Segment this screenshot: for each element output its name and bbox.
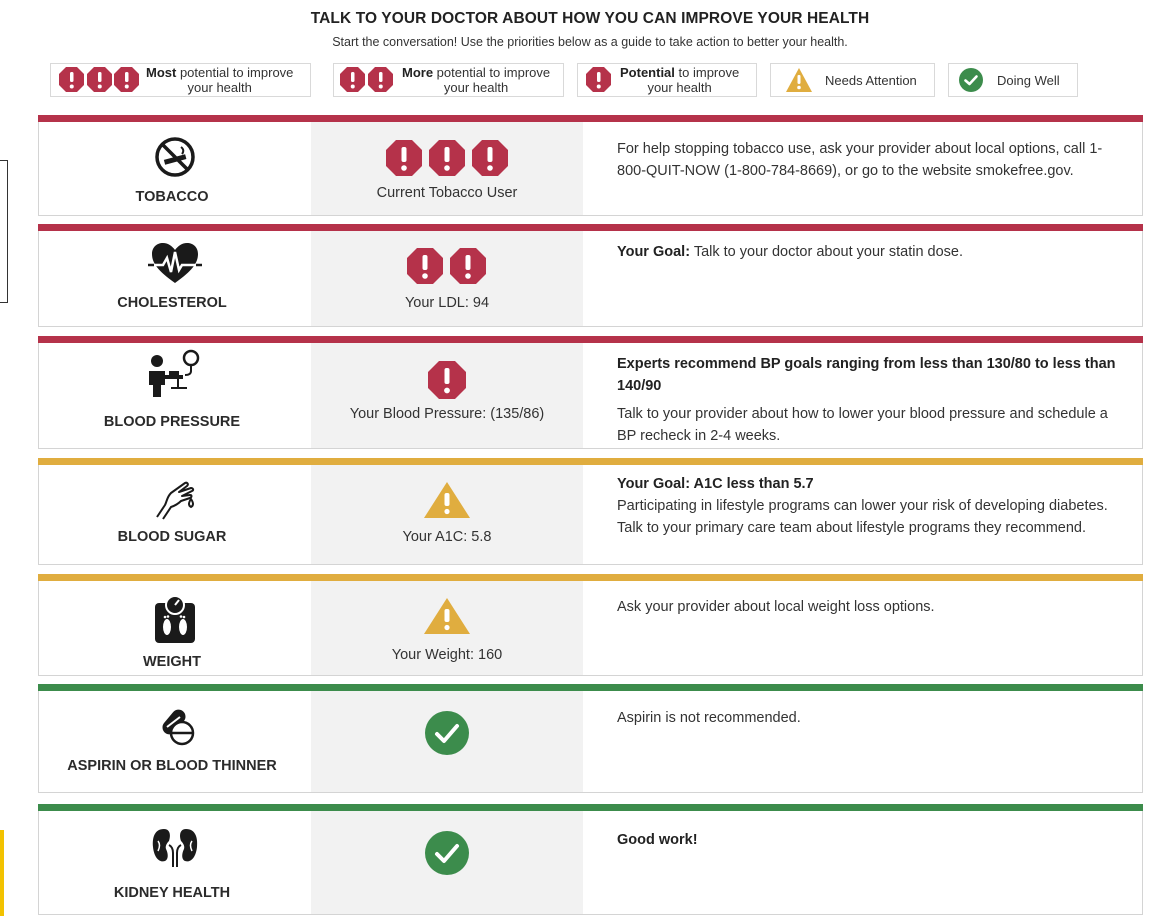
status-value: Your Weight: 160 <box>391 647 503 663</box>
pills-icon <box>39 705 311 752</box>
row-message: Talk to your provider about how to lower your blood pressure and schedule a BP recheck in 2-4 weeks. <box>617 406 1108 444</box>
legend-doing-well <box>948 63 1078 97</box>
category-label: BLOOD PRESSURE <box>103 414 241 430</box>
warning-triangle-icon <box>785 67 813 93</box>
row-priority-bar <box>38 684 1143 691</box>
row-message: Participating in lifestyle programs can lower your risk of developing diabetes. Talk to your primary care team about lifestyle programs they recommend. <box>617 498 1108 536</box>
row-kidney-health <box>38 811 1143 915</box>
alert-octagon-icon <box>58 66 140 94</box>
row-aspirin <box>38 691 1143 793</box>
alert-octagon-icon <box>311 247 583 290</box>
status-value: Current Tobacco User <box>376 185 518 201</box>
legend-most-line2: your health <box>187 80 252 95</box>
checkmark-circle-icon <box>311 831 583 880</box>
checkmark-circle-icon <box>959 68 983 92</box>
row-priority-bar <box>38 458 1143 465</box>
kidneys-icon <box>39 827 311 872</box>
row-blood-pressure <box>38 343 1143 449</box>
row-priority-bar <box>38 115 1143 122</box>
row-cholesterol <box>38 231 1143 327</box>
legend-more-rest: potential to improve <box>433 65 551 80</box>
scale-icon <box>39 595 311 648</box>
blood-pressure-icon <box>39 349 311 402</box>
page-title: TALK TO YOUR DOCTOR ABOUT HOW YOU CAN IMPROVE YOUR HEALTH <box>310 10 870 27</box>
row-message-bold: Your Goal: A1C less than 5.7 <box>617 476 814 492</box>
category-label: WEIGHT <box>143 654 201 670</box>
alert-octagon-icon <box>311 360 583 405</box>
warning-triangle-icon <box>311 597 583 640</box>
page-edge-highlight <box>0 830 4 916</box>
row-message-bold: Good work! <box>617 832 698 848</box>
checkmark-circle-icon <box>311 711 583 760</box>
row-priority-bar <box>38 224 1143 231</box>
legend-potential-strong: Potential <box>620 65 675 80</box>
legend-potential <box>577 63 757 97</box>
row-priority-bar <box>38 804 1143 811</box>
legend-potential-line2: your health <box>647 80 712 95</box>
alert-octagon-icon <box>311 139 583 182</box>
category-label: TOBACCO <box>135 189 209 205</box>
row-message-bold: Your Goal: <box>617 244 691 260</box>
category-label: ASPIRIN OR BLOOD THINNER <box>67 758 277 774</box>
heart-rate-icon <box>39 241 311 290</box>
legend-most-strong: Most <box>146 65 177 80</box>
finger-drop-icon <box>39 473 311 526</box>
page-edge-marker <box>0 160 8 303</box>
legend-more-strong: More <box>402 65 434 80</box>
legend-most <box>50 63 311 97</box>
row-message: Your Goal: Talk to your doctor about your statin dose. <box>617 244 964 260</box>
status-value: Your A1C: 5.8 <box>402 529 492 545</box>
legend-needs-attention-label: Needs Attention <box>825 72 917 88</box>
category-label: KIDNEY HEALTH <box>113 885 231 901</box>
legend-more-line2: your health <box>443 80 509 95</box>
alert-octagon-icon <box>339 66 395 94</box>
row-message-bold: Experts recommend BP goals ranging from less than 130/80 to less than 140/90 <box>617 356 1116 394</box>
status-value: Your Blood Pressure: (135/86) <box>349 406 545 422</box>
no-smoking-icon <box>39 135 311 184</box>
alert-octagon-icon <box>585 66 613 94</box>
legend-needs-attention <box>770 63 935 97</box>
warning-triangle-icon <box>311 481 583 524</box>
row-tobacco <box>38 122 1143 216</box>
legend-doing-well-label: Doing Well <box>997 72 1060 88</box>
row-blood-sugar <box>38 465 1143 565</box>
row-priority-bar <box>38 574 1143 581</box>
page-subtitle: Start the conversation! Use the priorities below as a guide to take action to better your health. <box>332 35 848 49</box>
legend-most-rest: potential to improve <box>176 65 294 80</box>
category-label: BLOOD SUGAR <box>117 529 227 545</box>
row-message: For help stopping tobacco use, ask your provider about local options, call 1-800-QUIT-NOW (1-800-784-8669), or go to the website smokefree.gov. <box>617 141 1103 179</box>
row-priority-bar <box>38 336 1143 343</box>
category-label: CHOLESTEROL <box>117 295 227 311</box>
row-weight <box>38 581 1143 676</box>
row-message: Aspirin is not recommended. <box>617 710 801 726</box>
status-value: Your LDL: 94 <box>404 295 490 311</box>
legend-more <box>333 63 564 97</box>
row-message: Ask your provider about local weight loss options. <box>617 599 935 615</box>
legend-potential-rest: to improve <box>674 65 740 80</box>
